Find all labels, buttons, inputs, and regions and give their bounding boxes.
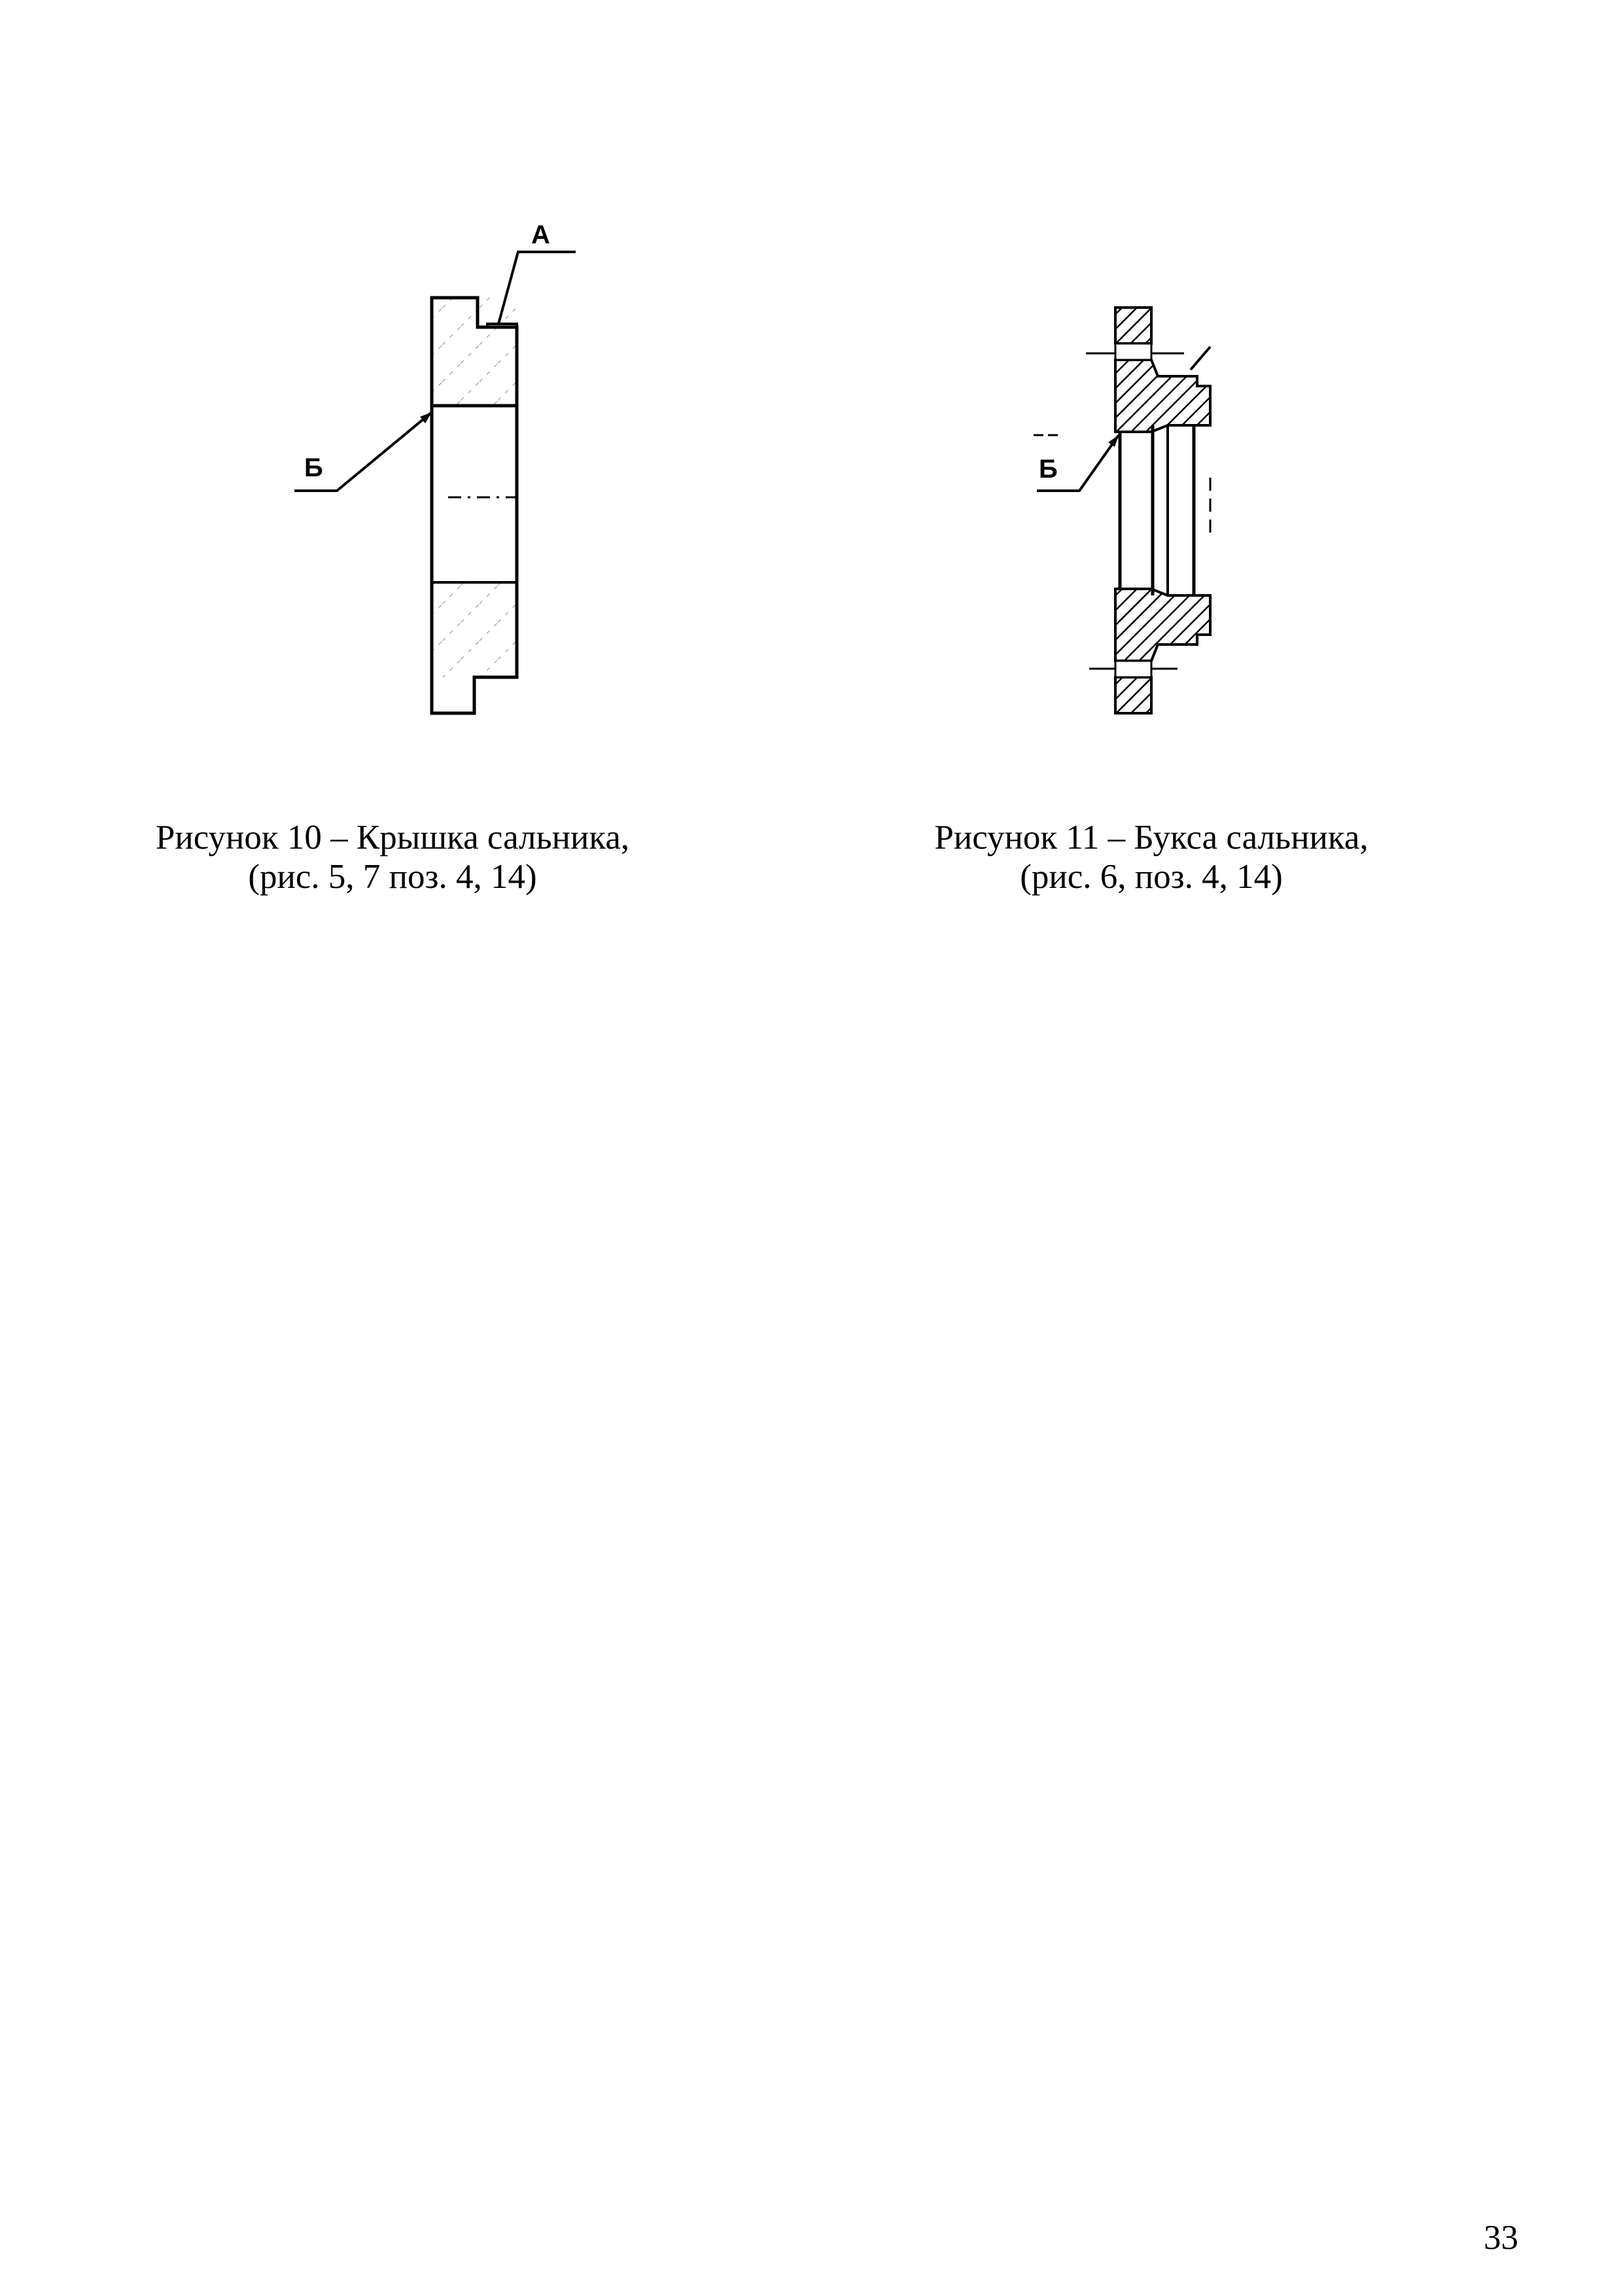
upper-section-hatch <box>432 298 517 406</box>
figure-10-caption <box>131 818 654 896</box>
gland-bushing-drawing <box>1007 288 1282 733</box>
top-flange-hatch <box>1115 308 1151 344</box>
figure-11-caption-title: Рисунок 11 – Букса сальника, <box>934 819 1369 857</box>
page-number: 33 <box>1484 2219 1518 2257</box>
upper-body-hatch <box>1115 360 1210 432</box>
figure-10-drawing <box>275 216 615 726</box>
gland-cover-drawing <box>275 216 615 726</box>
top-bolt-hole <box>1115 344 1151 360</box>
lower-body-hatch <box>1115 589 1210 661</box>
figure-11-caption <box>837 818 1465 896</box>
label-b: Б <box>1039 455 1058 484</box>
figure-11-caption-ref: (рис. 6, поз. 4, 14) <box>1020 858 1283 896</box>
label-b: Б <box>304 453 323 482</box>
figure-10-caption-title: Рисунок 10 – Крышка сальника, <box>155 819 630 857</box>
bottom-bolt-hole <box>1115 661 1151 677</box>
label-a: А <box>531 221 550 249</box>
figure-10-caption-ref: (рис. 5, 7 поз. 4, 14) <box>248 858 537 896</box>
bottom-flange-hatch <box>1115 677 1151 713</box>
top-right-leader <box>1191 347 1210 370</box>
figure-11-drawing <box>1007 288 1282 733</box>
leader-b-arrow <box>1108 435 1119 447</box>
lower-section-hatch <box>432 582 517 677</box>
